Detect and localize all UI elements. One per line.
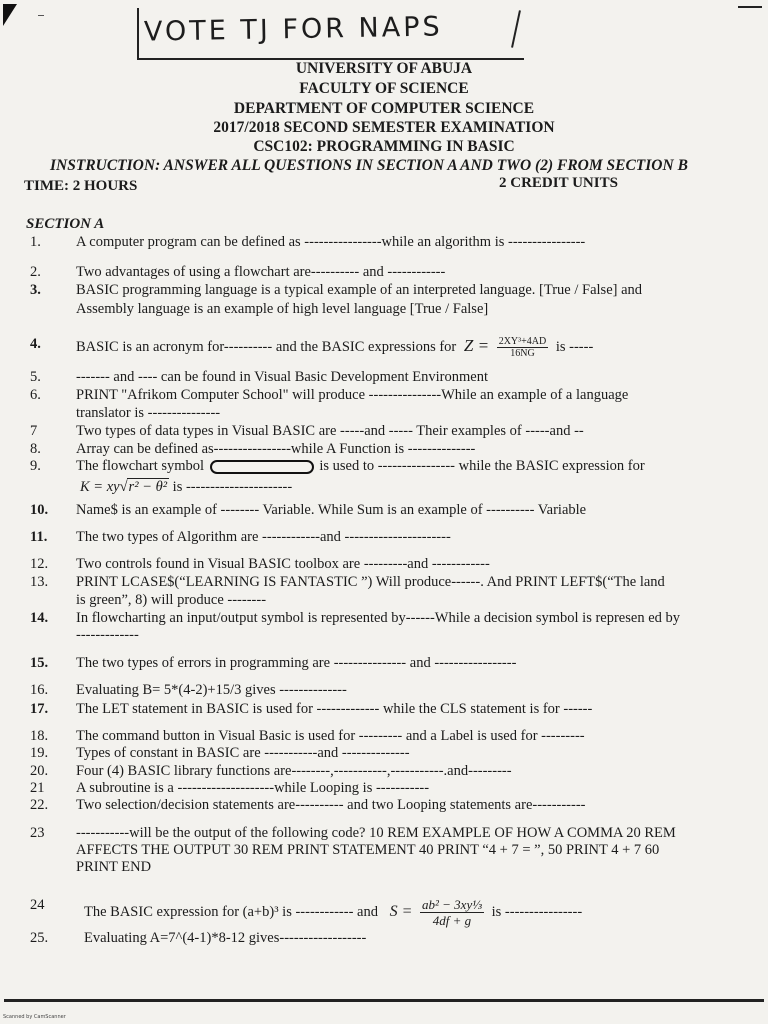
question-text: Two selection/decision statements are---------- and two Looping statements are----------- — [76, 797, 586, 813]
question-text: -----------will be the output of the following code? 10 REM EXAMPLE OF HOW A COMMA 20 REM — [76, 825, 676, 841]
department-title: DEPARTMENT OF COMPUTER SCIENCE — [233, 100, 535, 117]
question-text: Name$ is an example of -------- Variable. While Sum is an example of ---------- Variable — [76, 502, 587, 518]
question-text: The two types of errors in programming are --------------- and ----------------- — [76, 655, 517, 671]
question-number: 5. — [30, 369, 41, 385]
question-number: 16. — [30, 682, 49, 698]
question-text: Two controls found in Visual BASIC toolbox are ---------and ------------ — [76, 556, 490, 572]
question-number: 2. — [30, 264, 41, 280]
question-9-text-a: The flowchart symbol — [76, 458, 205, 474]
question-number: 4. — [30, 336, 41, 352]
formula-k-radicand: r² − θ² — [128, 479, 168, 495]
question-text: A computer program can be defined as ----------------while an algorithm is ---------------- — [76, 234, 586, 250]
formula-s-label: S = — [389, 902, 413, 920]
question-number: 21 — [30, 780, 45, 796]
question-text: Four (4) BASIC library functions are--------,-----------,-----------.and--------- — [76, 763, 512, 779]
course-title: CSC102: PROGRAMMING IN BASIC — [253, 138, 515, 155]
question-text: ------------- — [76, 627, 139, 643]
question-number: 14. — [30, 610, 49, 626]
fraction-denominator: 4df + g — [432, 913, 472, 928]
instruction-line: INSTRUCTION: ANSWER ALL QUESTIONS IN SECTION A AND TWO (2) FROM SECTION B — [50, 157, 688, 174]
question-number: 13. — [30, 574, 49, 590]
question-text: Two advantages of using a flowchart are---------- and ------------ — [76, 264, 446, 280]
question-4-text-b: is ----- — [555, 338, 594, 355]
question-number: 22. — [30, 797, 49, 813]
question-text: Evaluating A=7^(4-1)*8-12 gives------------------ — [84, 930, 367, 946]
formula-z-label: Z = — [463, 335, 490, 355]
question-text: is green”, 8) will produce -------- — [76, 592, 267, 608]
question-text: The two types of Algorithm are ------------and ---------------------- — [76, 529, 451, 545]
question-number: 25. — [30, 930, 49, 946]
formula-k-prefix: K = xy√ — [80, 479, 128, 495]
question-text: Assembly language is an example of high level language [True / False] — [76, 301, 489, 317]
fraction-numerator: ab² − 3xy⅓ — [422, 897, 482, 912]
question-number: 12. — [30, 556, 49, 572]
question-text: ------- and ---- can be found in Visual Basic Development Environment — [76, 369, 488, 385]
question-text: PRINT "Afrikom Computer School" will produce ---------------While an example of a language — [76, 387, 629, 403]
question-text — [84, 897, 749, 928]
question-number: 9. — [30, 458, 41, 474]
corner-scan-mark — [3, 4, 17, 26]
question-text: AFFECTS THE OUTPUT 30 REM PRINT STATEMENT 40 PRINT “4 + 7 = ”, 50 PRINT 4 + 7 60 — [76, 842, 660, 858]
question-number: 8. — [30, 441, 41, 457]
university-title: UNIVERSITY OF ABUJA — [295, 60, 473, 77]
question-text: Two types of data types in Visual BASIC are -----and ----- Their examples of -----and -- — [76, 423, 584, 439]
fraction-numerator: 2XY³+4AD — [498, 336, 547, 347]
question-number: 7 — [30, 423, 38, 439]
question-text: Array can be defined as----------------while A Function is -------------- — [76, 441, 476, 457]
question-number: 10. — [30, 502, 49, 518]
question-number: 23 — [30, 825, 45, 841]
question-text: In flowcharting an input/output symbol is represented by------While a decision symbol is represen ed by — [76, 610, 681, 626]
question-number: 19. — [30, 745, 49, 761]
formula-z-fraction — [497, 336, 549, 359]
question-number: 1. — [30, 234, 41, 250]
question-text: Evaluating B= 5*(4-2)+15/3 gives -------------- — [76, 682, 347, 698]
question-number: 24 — [30, 897, 45, 913]
section-a-title: SECTION A — [26, 216, 105, 232]
corner-scan-line — [738, 6, 762, 8]
scan-tick — [38, 15, 44, 16]
faculty-title: FACULTY OF SCIENCE — [299, 80, 469, 97]
question-number: 11. — [30, 529, 48, 545]
time-label: TIME: 2 HOURS — [24, 178, 138, 194]
question-number: 20. — [30, 763, 49, 779]
flowchart-terminator-symbol — [210, 460, 314, 474]
question-9-text-c: is ---------------------- — [172, 479, 293, 495]
question-text: The LET statement in BASIC is used for ------------- while the CLS statement is for ------ — [76, 701, 593, 717]
handwritten-note: VOTE TJ FOR NAPS — [143, 11, 443, 48]
question-text: translator is --------------- — [76, 405, 221, 421]
question-9-text-b: is used to ---------------- while the BASIC expression for — [319, 458, 645, 474]
exam-title: 2017/2018 SECOND SEMESTER EXAMINATION — [213, 119, 555, 136]
question-9-formula — [80, 478, 292, 496]
question-text — [76, 336, 741, 359]
question-text: Types of constant in BASIC are -----------and -------------- — [76, 745, 410, 761]
scanner-watermark: Scanned by CamScanner — [3, 1014, 66, 1020]
question-text: PRINT LCASE$(“LEARNING IS FANTASTIC ”) Will produce------. And PRINT LEFT$(“The land — [76, 574, 665, 590]
question-number: 17. — [30, 701, 49, 717]
question-number: 3. — [30, 282, 41, 298]
question-text: PRINT END — [76, 859, 152, 875]
question-text: A subroutine is a --------------------while Looping is ----------- — [76, 780, 430, 796]
formula-s-fraction — [420, 897, 484, 928]
bottom-rule — [4, 999, 764, 1002]
question-number: 15. — [30, 655, 49, 671]
question-text — [76, 458, 741, 475]
question-text: The command button in Visual Basic is used for --------- and a Label is used for --------- — [76, 728, 585, 744]
question-number: 6. — [30, 387, 41, 403]
fraction-denominator: 16NG — [510, 348, 535, 359]
question-24-text-a: The BASIC expression for (a+b)³ is ------------ and — [84, 903, 378, 920]
credit-units-label: 2 CREDIT UNITS — [499, 175, 618, 191]
question-24-text-b: is ---------------- — [491, 903, 583, 920]
question-text: BASIC programming language is a typical example of an interpreted language. [True / False] and — [76, 282, 643, 298]
question-4-text-a: BASIC is an acronym for---------- and the BASIC expressions for — [76, 338, 457, 355]
question-number: 18. — [30, 728, 49, 744]
